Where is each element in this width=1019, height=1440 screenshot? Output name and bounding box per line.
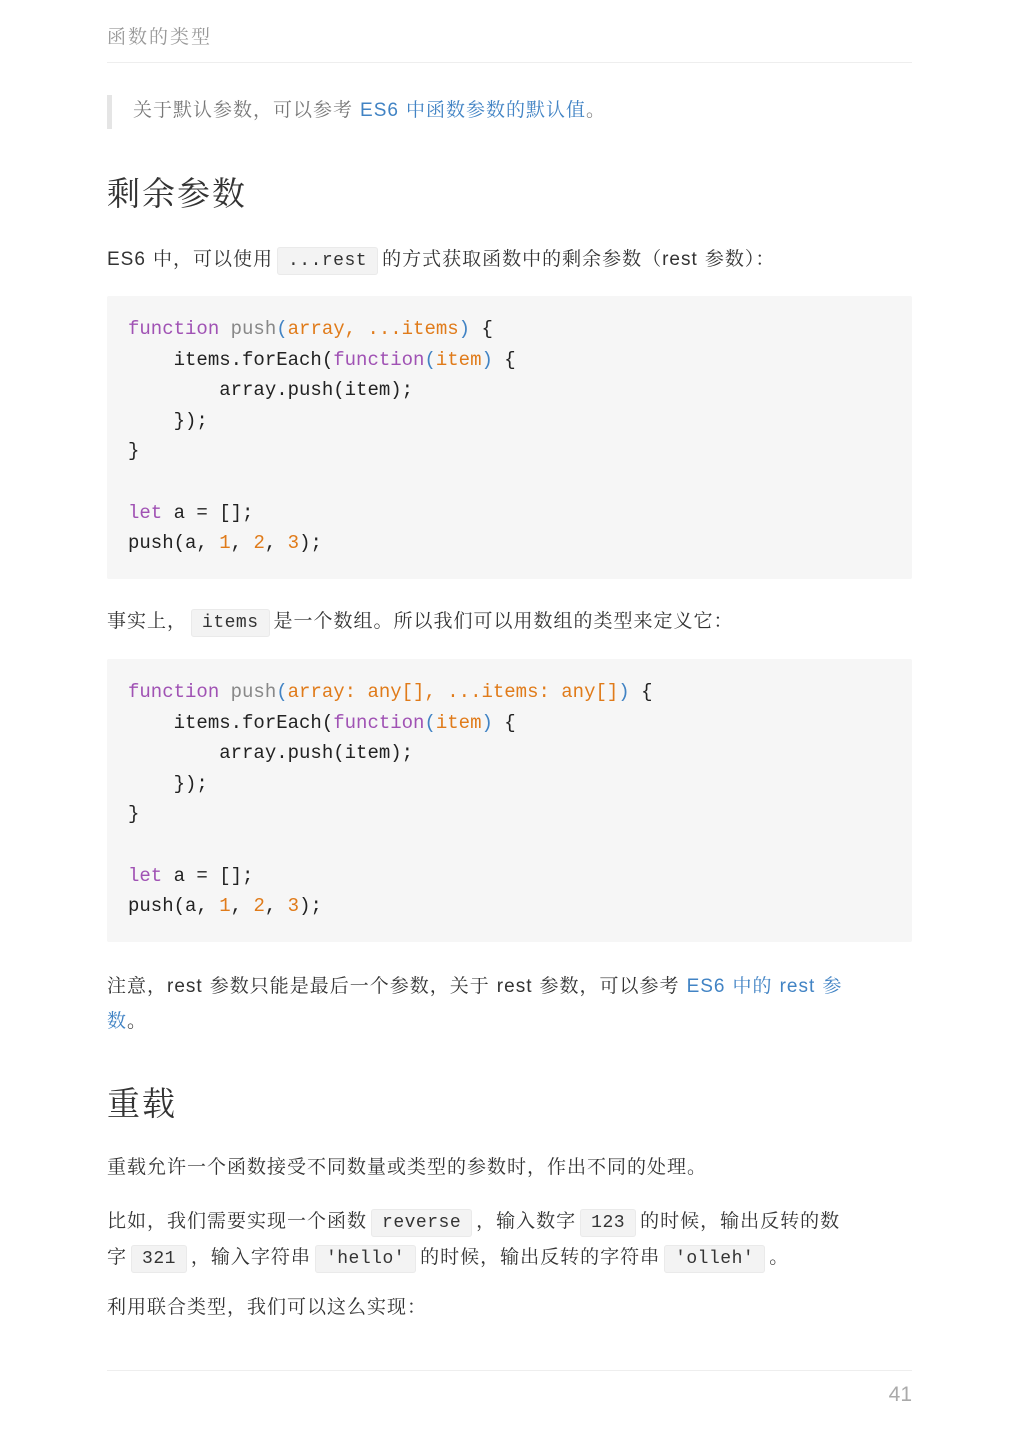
running-header: 函数的类型 <box>107 26 213 48</box>
header-divider <box>107 62 912 63</box>
code-block-push-typed: function push(array: any[], ...items: any[]) { items.forEach(function(item) { array.push(item); }); } let a = []; push(a, 1, 2, 3); <box>107 659 912 942</box>
paragraph-items-array: 事实上， items 是一个数组。所以我们可以用数组的类型来定义它： <box>107 604 912 640</box>
inline-code-123: 123 <box>580 1209 636 1237</box>
link-es6-rest-params[interactable]: ES6 中的 rest 参 数 <box>107 975 843 1032</box>
blockquote-text: 关于默认参数，可以参考 <box>133 99 361 121</box>
heading-overload: 重载 <box>107 1084 177 1123</box>
code-block-push-untyped: function push(array, ...items) { items.forEach(function(item) { array.push(item); }); } let a = []; push(a, 1, 2, 3); <box>107 296 912 579</box>
inline-code-reverse: reverse <box>371 1209 472 1237</box>
link-es6-default-params[interactable]: ES6 中函数参数的默认值 <box>360 99 587 121</box>
paragraph-overload-intro: 重载允许一个函数接受不同数量或类型的参数时，作出不同的处理。 <box>107 1156 708 1178</box>
inline-code-hello: 'hello' <box>315 1245 416 1273</box>
paragraph-rest-note: 注意，rest 参数只能是最后一个参数，关于 rest 参数，可以参考 ES6 中的 rest 参 数。 <box>107 975 843 1032</box>
paragraph-reverse-example: 比如，我们需要实现一个函数 reverse ，输入数字 123 的时候，输出反转的数 字 321 ，输入字符串 'hello' 的时候，输出反转的字符串 'olleh' 。 <box>107 1204 912 1276</box>
inline-code-rest: ...rest <box>277 247 378 275</box>
paragraph-rest-intro: ES6 中，可以使用 ...rest 的方式获取函数中的剩余参数（rest 参数）： <box>107 242 912 278</box>
inline-code-olleh: 'olleh' <box>664 1245 765 1273</box>
heading-rest-params: 剩余参数 <box>107 174 247 213</box>
inline-code-items: items <box>191 609 270 637</box>
page-number: 41 <box>888 1383 912 1406</box>
blockquote-default-params: 关于默认参数，可以参考 ES6 中函数参数的默认值。 <box>107 95 606 129</box>
footer-divider <box>107 1370 912 1371</box>
paragraph-union-type: 利用联合类型，我们可以这么实现： <box>107 1296 428 1318</box>
inline-code-321: 321 <box>131 1245 187 1273</box>
